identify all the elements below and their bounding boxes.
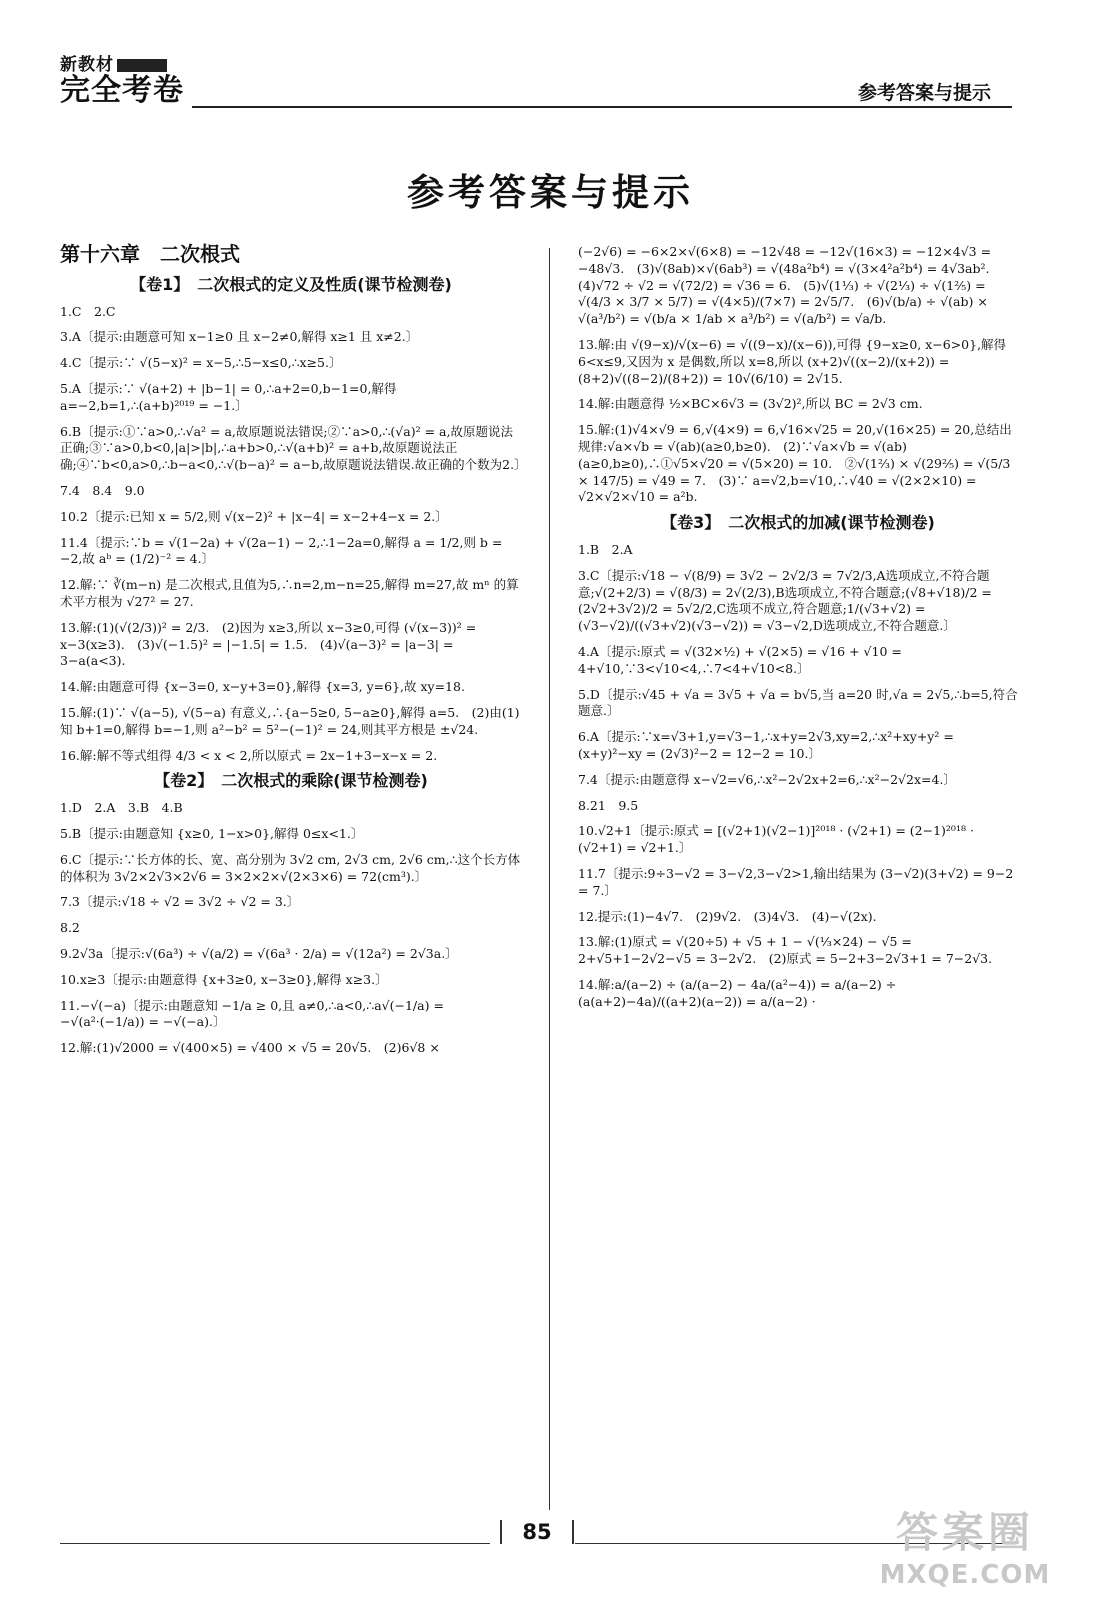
answer-item: 11.7〔提示:9÷3−√2 = 3−√2,3−√2>1,输出结果为 (3−√2)(3+√2) = 9−2 = 7.〕: [578, 865, 1018, 898]
answer-item: 12.解:(1)√2000 = √(400×5) = √400 × √5 = 20√5. (2)6√8 ×: [60, 1040, 440, 1056]
answer-item: 15.解:(1)√4×√9 = 6,√(4×9) = 6,√16×√25 = 20,√(16×25) = 20,总结出规律:√a×√b = √(ab)(a≥0,b≥0). (2)∵√a×√b = √(ab)(a≥0,b≥0),∴①√5×√20 = √(5×20) = 10. ②√(1⅔) × √(29⅖) = √(5/3 × 147/5) = √49 = 7. (3)∵ a=√2,b=√10,∴√40 = √(2×2×10) = √2×√2×√10 = a²b.: [578, 422, 1015, 505]
answer-item: 5.A〔提示:∵ √(a+2) + |b−1| = 0,∴a+2=0,b−1=0,解得 a=−2,b=1,∴(a+b)²⁰¹⁹ = −1.〕: [60, 380, 401, 413]
chapter-title: 第十六章 二次根式: [60, 242, 240, 266]
column-divider: [549, 248, 550, 1510]
answer-item: 11.4〔提示:∵b = √(1−2a) + √(2a−1) − 2,∴1−2a=0,解得 a = 1/2,则 b = −2,故 aᵇ = (1/2)⁻² = 4.〕: [60, 534, 507, 567]
answer-list: [60, 800, 522, 1057]
answer-item: 10.2〔提示:已知 x = 5/2,则 √(x−2)² + |x−4| = x−2+4−x = 2.〕: [60, 508, 448, 524]
answer-item: 6.C〔提示:∵长方体的长、宽、高分别为 3√2 cm, 2√3 cm, 2√6 cm,∴这个长方体的体积为 3√2×2√3×2√6 = 3×2×2×√(2×3×6) = 72(cm³).〕: [60, 851, 521, 884]
header-rule: [192, 106, 1012, 108]
brand-top-label: 新教材: [60, 50, 190, 75]
header-title: 参考答案与提示: [857, 82, 991, 104]
answer-item: 11.−√(−a)〔提示:由题意知 −1/a ≥ 0,且 a≠0,∴a<0,∴a√(−1/a) = −√(a²·(−1/a)) = −√(−a).〕: [60, 997, 448, 1030]
answer-item: 12.提示:(1)−4√7. (2)9√2. (3)4√3. (4)−√(2x).: [578, 908, 877, 924]
answer-item: 6.A〔提示:∵x=√3+1,y=√3−1,∴x+y=2√3,xy=2,∴x²+xy+y² = (x+y)²−xy = (2√3)²−2 = 12−2 = 10.〕: [578, 729, 958, 761]
section-title: 【卷2】 二次根式的乘除(课节检测卷): [154, 771, 428, 791]
left-column: [60, 242, 527, 1066]
brand-badge: [117, 59, 167, 72]
answer-item: (−2√6) = −6×2×√(6×8) = −12√48 = −12√(16×3) = −12×4√3 = −48√3. (3)√(8ab)×√(6ab³) = √(48a²b⁴) = √(3×4²a²b⁴) = 4√3ab². (4)√72 ÷ √2 = √(72/2) = √36 = 6. (5)√(1⅓) ÷ √(2⅓) ÷ √(1⅖) = √(4/3 × 3/7 × 5/7) = √(4×5)/(7×7) = 2√5/7. (6)√(b/a) ÷ √(ab) × √(a³/b²) = √(b/a × 1/ab × a³/b²) = √(a/b²) = √a/b.: [578, 244, 1002, 327]
brand-logo: [60, 50, 190, 107]
answer-item: 6.B〔提示:①∵a>0,∴√a² = a,故原题说法错误;②∵a>0,∴(√a)² = a,故原题说法正确;③∵a>0,b<0,|a|>|b|,∴a+b>0,∴√(a+b)² = a+b,故原题说法正确;④∵b<0,a>0,∴b−a<0,∴√(b−a)² = a−b,故原题说法错误.故正确的个数为2.〕: [60, 423, 527, 473]
answer-list: [60, 303, 527, 765]
answer-item: 1.D 2.A 3.B 4.B: [60, 800, 183, 816]
answer-item: 13.解:(1)(√(2/3))² = 2/3. (2)因为 x≥3,所以 x−3≥0,可得 (√(x−3))² = x−3(x≥3). (3)√(−1.5)² = |−1.5| = 1.5. (4)√(a−3)² = |a−3| = 3−a(a<3).: [60, 619, 481, 669]
answer-item: 9.2√3a〔提示:√(6a³) ÷ √(a/2) = √(6a³ · 2/a) = √(12a²) = 2√3a.〕: [60, 945, 458, 961]
section-title: 【卷3】 二次根式的加减(课节检测卷): [661, 513, 935, 533]
section-title: 【卷1】 二次根式的定义及性质(课节检测卷): [130, 274, 452, 294]
answer-item: 7.4 8.4 9.0: [60, 482, 145, 498]
watermark-main: 答案圈: [895, 1508, 1034, 1557]
answer-item: 15.解:(1)∵ √(a−5), √(5−a) 有意义,∴{a−5≥0, 5−a≥0},解得 a=5. (2)由(1)知 b+1=0,解得 b=−1,则 a²−b² = 5²−(−1)² = 24,则其平方根是 ±√24.: [60, 704, 520, 737]
answer-item: 3.C〔提示:√18 − √(8/9) = 3√2 − 2√2/3 = 7√2/3,A选项成立,不符合题意;√(2+2/3) = √(8/3) = 2√(2/3),B选项成立,不符合题意;(√8+√18)/2 = (2√2+3√2)/2 = 5√2/2,C选项不成立,符合题意;1/(√3+√2) = (√3−√2)/((√3+√2)(√3−√2)) = √3−√2,D选项成立,不符合题意.〕: [578, 567, 996, 634]
answer-item: 4.A〔提示:原式 = √(32×½) + √(2×5) = √16 + √10 = 4+√10,∵3<√10<4,∴7<4+√10<8.〕: [578, 643, 906, 676]
watermark-url: MXQE.COM: [879, 1560, 1051, 1590]
answer-item: 1.B 2.A: [578, 541, 633, 557]
answer-item: 8.21 9.5: [578, 797, 639, 813]
answer-item: 7.3〔提示:√18 ÷ √2 = 3√2 ÷ √2 = 3.〕: [60, 894, 300, 910]
brand-main-label: 完全考卷: [60, 73, 184, 108]
right-column: [578, 244, 1018, 1019]
answer-list: [578, 542, 1018, 1011]
answer-item: 4.C〔提示:∵ √(5−x)² = x−5,∴5−x≤0,∴x≥5.〕: [60, 355, 342, 371]
answer-item: 13.解:(1)原式 = √(20÷5) + √5 + 1 − √(⅓×24) − √5 = 2+√5+1−2√2−√5 = 3−2√2. (2)原式 = 5−2+3−2√3+1 = 7−2√3.: [578, 934, 993, 967]
footer-rule: [60, 1543, 490, 1544]
watermark: [840, 1500, 1090, 1590]
answer-item: 14.解:由题意得 ½×BC×6√3 = (3√2)²,所以 BC = 2√3 cm.: [578, 396, 923, 412]
answer-item: 14.解:a/(a−2) ÷ (a/(a−2) − 4a/(a²−4)) = a/(a−2) ÷ (a(a+2)−4a)/((a+2)(a−2)) = a/(a−2) ·: [578, 976, 901, 1009]
answer-item: 10.x≥3〔提示:由题意得 {x+3≥0, x−3≥0},解得 x≥3.〕: [60, 971, 388, 987]
answer-item: 10.√2+1〔提示:原式 = [(√2+1)(√2−1)]²⁰¹⁸ · (√2+1) = (2−1)²⁰¹⁸ · (√2+1) = √2+1.〕: [578, 823, 978, 856]
answer-item: 14.解:由题意可得 {x−3=0, x−y+3=0},解得 {x=3, y=6},故 xy=18.: [60, 679, 465, 695]
answer-item: 5.B〔提示:由题意知 {x≥0, 1−x>0},解得 0≤x<1.〕: [60, 825, 364, 841]
answer-item: 1.C 2.C: [60, 303, 116, 319]
answer-item: 5.D〔提示:√45 + √a = 3√5 + √a = b√5,当 a=20 时,√a = 2√5,∴b=5,符合题意.〕: [578, 686, 1018, 719]
answer-list: [578, 244, 1018, 506]
answer-item: 16.解:解不等式组得 4/3 < x < 2,所以原式 = 2x−1+3−x−x = 2.: [60, 747, 438, 763]
answer-item: 3.A〔提示:由题意可知 x−1≥0 且 x−2≠0,解得 x≥1 且 x≠2.〕: [60, 329, 419, 345]
page-number: 85: [500, 1520, 574, 1544]
page-title: 参考答案与提示: [407, 171, 694, 214]
answer-item: 8.2: [60, 920, 80, 936]
answer-item: 13.解:由 √(9−x)/√(x−6) = √((9−x)/(x−6)),可得 {9−x≥0, x−6>0},解得 6<x≤9,又因为 x 是偶数,所以 x=8,所以 (x+2)√((x−2)/(x+2)) = (8+2)√((8−2)/(8+2)) = 10√(6/10) = 2√15.: [578, 336, 1011, 386]
answer-item: 12.解:∵ ∛(m−n) 是二次根式,且值为5,∴n=2,m−n=25,解得 m=27,故 mⁿ 的算术平方根为 √27² = 27.: [60, 577, 519, 609]
answer-item: 7.4〔提示:由题意得 x−√2=√6,∴x²−2√2x+2=6,∴x²−2√2x=4.〕: [578, 771, 956, 787]
